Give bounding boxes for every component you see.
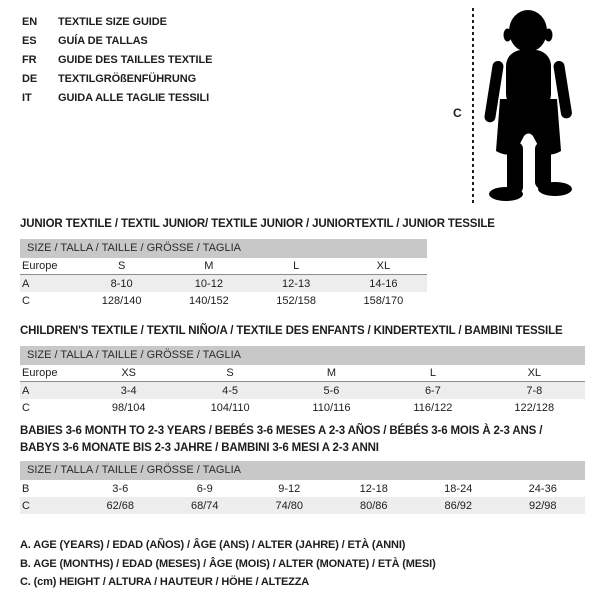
size-cell: 92/98 <box>528 499 557 512</box>
measurement-legend <box>20 536 436 592</box>
size-cell: S <box>117 260 126 272</box>
size-cell: 80/86 <box>359 499 388 512</box>
junior-size-table <box>20 239 427 309</box>
size-cell: 6-7 <box>424 384 441 397</box>
language-list <box>22 12 212 107</box>
height-dotted-line <box>472 8 474 206</box>
size-cell: 110/116 <box>312 401 351 414</box>
size-cell: 12-13 <box>282 277 311 290</box>
size-cell: 62/68 <box>106 499 135 512</box>
language-row <box>22 31 212 50</box>
size-cell: L <box>293 260 300 272</box>
language-code: ES <box>22 34 37 47</box>
table-row-b <box>20 480 585 497</box>
row-label: Europe <box>22 260 58 272</box>
language-row <box>22 12 212 31</box>
size-cell: 4-5 <box>222 384 239 397</box>
language-row <box>22 88 212 107</box>
size-cell: 14-16 <box>369 277 398 290</box>
size-cell: 128/140 <box>101 294 142 307</box>
size-cell: 24-36 <box>528 482 557 495</box>
language-code: FR <box>22 53 37 66</box>
size-cell: L <box>429 367 436 379</box>
size-cell: 158/170 <box>363 294 404 307</box>
section-title-line: BABIES 3-6 MONTH TO 2-3 YEARS / BEBÉS 3-6 MESES A 2-3 AÑOS / BÉBÉS 3-6 MOIS À 2-3 ANS / <box>20 425 543 437</box>
row-label: C <box>22 499 30 512</box>
language-label: GUÍA DE TALLAS <box>58 34 148 47</box>
children-size-table <box>20 346 585 416</box>
size-header-bar: SIZE / TALLA / TAILLE / GRÖSSE / TAGLIA <box>20 239 427 258</box>
size-cell: 9-12 <box>278 482 301 495</box>
section-title-line: BABYS 3-6 MONATE BIS 2-3 JAHRE / BAMBINI 3-6 MESI A 2-3 ANNI <box>20 441 379 454</box>
table-row-a <box>20 382 585 399</box>
size-cell: 5-6 <box>323 384 340 397</box>
size-cell: M <box>326 367 337 379</box>
language-label: TEXTILE SIZE GUIDE <box>58 15 167 28</box>
legend-line-b: B. AGE (MONTHS) / EDAD (MESES) / ÂGE (MOIS) / ALTER (MONATE) / ETÀ (MESI) <box>20 557 436 570</box>
size-cell: XS <box>121 367 137 379</box>
size-cell: 116/122 <box>413 401 453 414</box>
row-label: Europe <box>22 367 58 379</box>
table-row-c <box>20 292 427 309</box>
size-cell: 98/104 <box>111 401 146 414</box>
size-cell: 10-12 <box>194 277 223 290</box>
size-cell: 18-24 <box>444 482 473 495</box>
language-label: GUIDE DES TAILLES TEXTILE <box>58 53 213 66</box>
size-cell: 104/110 <box>210 401 250 414</box>
size-cell: S <box>226 367 234 379</box>
row-label: A <box>22 277 30 290</box>
size-cell: 152/158 <box>276 294 316 307</box>
table-row-c <box>20 399 585 416</box>
section-title-babies <box>20 423 542 456</box>
language-code: IT <box>22 91 32 104</box>
size-cell: 122/128 <box>514 401 555 414</box>
language-code: EN <box>22 15 38 28</box>
language-label: GUIDA ALLE TAGLIE TESSILI <box>58 91 210 104</box>
size-cell: 3-6 <box>112 482 129 495</box>
legend-line-c: C. (cm) HEIGHT / ALTURA / HAUTEUR / HÖHE / ALTEZZA <box>20 576 310 588</box>
size-cell: 140/152 <box>188 294 229 307</box>
section-title-children <box>20 323 563 340</box>
size-header-bar: SIZE / TALLA / TAILLE / GRÖSSE / TAGLIA <box>20 346 585 365</box>
size-cell: 6-9 <box>196 482 213 495</box>
size-cell: 7-8 <box>526 384 543 397</box>
section-title-line: JUNIOR TEXTILE / TEXTIL JUNIOR/ TEXTILE JUNIOR / JUNIORTEXTIL / JUNIOR TESSILE <box>20 218 495 230</box>
size-cell: M <box>204 260 214 272</box>
row-label: C <box>22 294 30 307</box>
legend-line-a: A. AGE (YEARS) / EDAD (AÑOS) / ÂGE (ANS) / ALTER (JAHRE) / ETÀ (ANNI) <box>20 539 406 551</box>
language-code: DE <box>22 72 38 85</box>
table-row-a <box>20 275 427 292</box>
row-label: C <box>22 401 30 414</box>
babies-size-table <box>20 461 585 514</box>
language-row <box>22 69 212 88</box>
row-label: A <box>22 384 30 397</box>
section-title-line: CHILDREN'S TEXTILE / TEXTIL NIÑO/A / TEXTILE DES ENFANTS / KINDERTEXTIL / BAMBINI TESSILE <box>20 325 563 337</box>
size-cell: 3-4 <box>120 384 137 397</box>
language-label: TEXTILGRÖßENFÜHRUNG <box>58 72 197 85</box>
table-row-c <box>20 497 585 514</box>
table-row-europe <box>20 258 427 275</box>
row-label: B <box>22 482 30 495</box>
size-cell: 8-10 <box>110 277 133 290</box>
size-cell: 86/92 <box>444 499 473 512</box>
size-cell: XL <box>376 260 391 272</box>
section-title-junior <box>20 216 495 233</box>
size-cell: 74/80 <box>275 499 304 512</box>
size-header-bar: SIZE / TALLA / TAILLE / GRÖSSE / TAGLIA <box>20 461 585 480</box>
table-row-europe <box>20 365 585 382</box>
height-measure-label: C <box>453 106 462 120</box>
size-cell: 12-18 <box>359 482 388 495</box>
language-row <box>22 50 212 69</box>
size-cell: 68/74 <box>190 499 219 512</box>
baby-silhouette-icon <box>480 4 600 204</box>
size-cell: XL <box>527 367 542 379</box>
